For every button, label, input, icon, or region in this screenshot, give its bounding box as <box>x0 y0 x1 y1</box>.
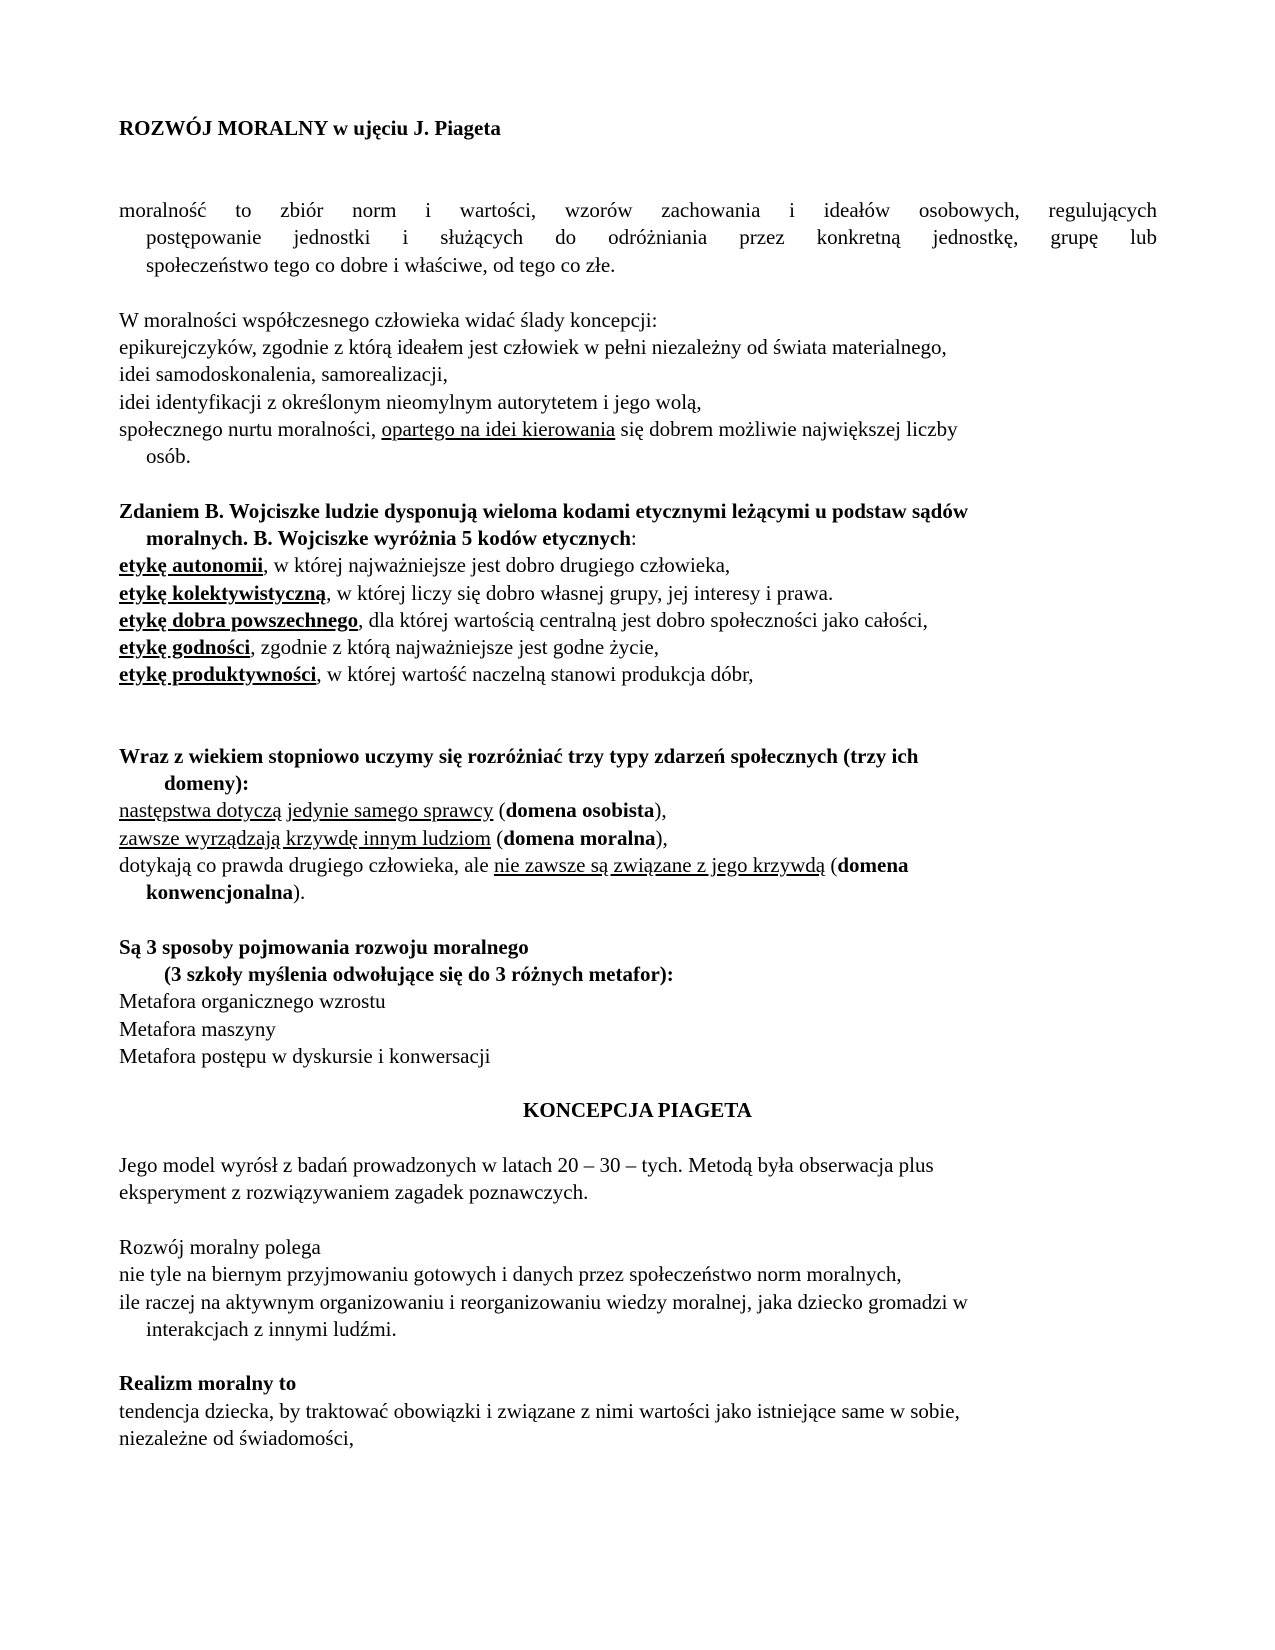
traces-item-social-underlined: opartego na idei kierowania <box>381 417 616 441</box>
moral-development-line-3: interakcjach z innymi ludźmi. <box>146 1317 397 1341</box>
traces-intro: W moralności współczesnego człowieka widać ślady koncepcji: <box>119 308 658 332</box>
metaphor-discourse: Metafora postępu w dyskursie i konwersacji <box>119 1044 491 1068</box>
moral-development-line-1: nie tyle na biernym przyjmowaniu gotowych i danych przez społeczeństwo norm moralnych, <box>119 1262 902 1286</box>
domains-heading-line-1: Wraz z wiekiem stopniowo uczymy się rozróżniać trzy typy zdarzeń społecznych (trzy ich <box>119 744 919 768</box>
metaphors-heading-line-1: Są 3 sposoby pojmowania rozwoju moralnego <box>119 935 529 959</box>
wojciszke-heading-colon: : <box>630 526 637 550</box>
ethics-code-description: , w której wartość naczelną stanowi produkcja dóbr, <box>316 662 754 686</box>
domain-moral-underlined: zawsze wyrządzają krzywdę innym ludziom <box>119 826 492 850</box>
domain-conventional-label-a: domena <box>837 853 909 877</box>
domain-conventional <box>119 851 909 879</box>
domain-moral-paren-open: ( <box>491 826 504 850</box>
wojciszke-heading-line-1: Zdaniem B. Wojciszke ludzie dysponują wieloma kodami etycznymi leżącymi u podstaw sądów <box>119 499 968 523</box>
domain-conventional-paren-open: ( <box>825 853 838 877</box>
domain-conventional-label-b: konwencjonalna <box>146 880 294 904</box>
ethics-code-description: , zgodnie z którą najważniejsze jest godne życie, <box>250 635 659 659</box>
domains-heading-line-2: domeny): <box>164 771 250 795</box>
ethics-code-name: etykę produktywności <box>119 662 317 686</box>
definition-line-3: społeczeństwo tego co dobre i właściwe, od tego co złe. <box>146 253 616 277</box>
moral-development-intro: Rozwój moralny polega <box>119 1235 321 1259</box>
ethics-code-collectivist <box>119 579 833 607</box>
ethics-code-name: etykę dobra powszechnego <box>119 608 359 632</box>
ethics-code-description: , w której liczy się dobro własnej grupy, jej interesy i prawa. <box>326 581 834 605</box>
wojciszke-heading-text: moralnych. B. Wojciszke wyróżnia 5 kodów etycznych <box>146 526 631 550</box>
domain-personal <box>119 796 667 824</box>
domain-moral <box>119 824 668 852</box>
document-title: ROZWÓJ MORALNY w ujęciu J. Piageta <box>119 116 501 140</box>
ethics-code-common-good <box>119 606 928 634</box>
piaget-paragraph-line-1: Jego model wyrósł z badań prowadzonych w latach 20 – 30 – tych. Metodą była obserwacja plus <box>119 1153 934 1177</box>
definition-line-2: postępowanie jednostki i służących do odróżniania przez konkretną jednostkę, grupę lub <box>146 225 1157 249</box>
traces-item-epicureans: epikurejczyków, zgodnie z którą ideałem jest człowiek w pełni niezależny od świata materialnego, <box>119 335 947 359</box>
moral-realism-line-2: niezależne od świadomości, <box>119 1426 354 1450</box>
domain-conventional-paren-close: ). <box>293 880 306 904</box>
domain-personal-paren-open: ( <box>493 798 506 822</box>
ethics-code-description: , w której najważniejsze jest dobro drugiego człowieka, <box>263 553 731 577</box>
traces-item-self-improvement: idei samodoskonalenia, samorealizacji, <box>119 362 448 386</box>
ethics-code-productivity <box>119 660 753 688</box>
ethics-code-description: , dla której wartością centralną jest dobro społeczności jako całości, <box>358 608 928 632</box>
ethics-code-autonomy <box>119 551 730 579</box>
ethics-code-name: etykę godności <box>119 635 251 659</box>
domain-moral-label: domena moralna <box>503 826 656 850</box>
ethics-code-name: etykę autonomii <box>119 553 264 577</box>
definition-line-1: moralność to zbiór norm i wartości, wzorów zachowania i ideałów osobowych, regulujących <box>119 198 1157 222</box>
ethics-code-name: etykę kolektywistyczną <box>119 581 327 605</box>
moral-development-line-2: ile raczej na aktywnym organizowaniu i reorganizowaniu wiedzy moralnej, jaka dziecko gromadzi w <box>119 1290 968 1314</box>
traces-item-social-continuation: osób. <box>146 444 191 468</box>
traces-item-authority: idei identyfikacji z określonym nieomylnym autorytetem i jego wolą, <box>119 390 702 414</box>
metaphor-organic-growth: Metafora organicznego wzrostu <box>119 989 386 1013</box>
traces-item-social-text-b: się dobrem możliwie największej liczby <box>615 417 958 441</box>
metaphor-machine: Metafora maszyny <box>119 1017 276 1041</box>
moral-realism-heading: Realizm moralny to <box>119 1371 297 1395</box>
piaget-heading: KONCEPCJA PIAGETA <box>523 1098 752 1122</box>
wojciszke-heading-line-2 <box>146 524 637 552</box>
domain-personal-paren-close: ), <box>654 798 667 822</box>
metaphors-heading-line-2: (3 szkoły myślenia odwołujące się do 3 różnych metafor): <box>164 962 674 986</box>
moral-realism-line-1: tendencja dziecka, by traktować obowiązki i związane z nimi wartości jako istniejące same w sobie, <box>119 1399 960 1423</box>
traces-item-social-text-a: społecznego nurtu moralności, <box>119 417 382 441</box>
domain-conventional-continuation <box>146 878 305 906</box>
ethics-code-dignity <box>119 633 659 661</box>
domain-moral-paren-close: ), <box>655 826 668 850</box>
domain-conventional-underlined: nie zawsze są związane z jego krzywdą <box>493 853 826 877</box>
piaget-paragraph-line-2: eksperyment z rozwiązywaniem zagadek poznawczych. <box>119 1180 589 1204</box>
domain-personal-underlined: następstwa dotyczą jedynie samego sprawcy <box>119 798 494 822</box>
traces-item-social <box>119 415 958 443</box>
domain-personal-label: domena osobista <box>505 798 655 822</box>
domain-conventional-text: dotykają co prawda drugiego człowieka, ale <box>119 853 494 877</box>
